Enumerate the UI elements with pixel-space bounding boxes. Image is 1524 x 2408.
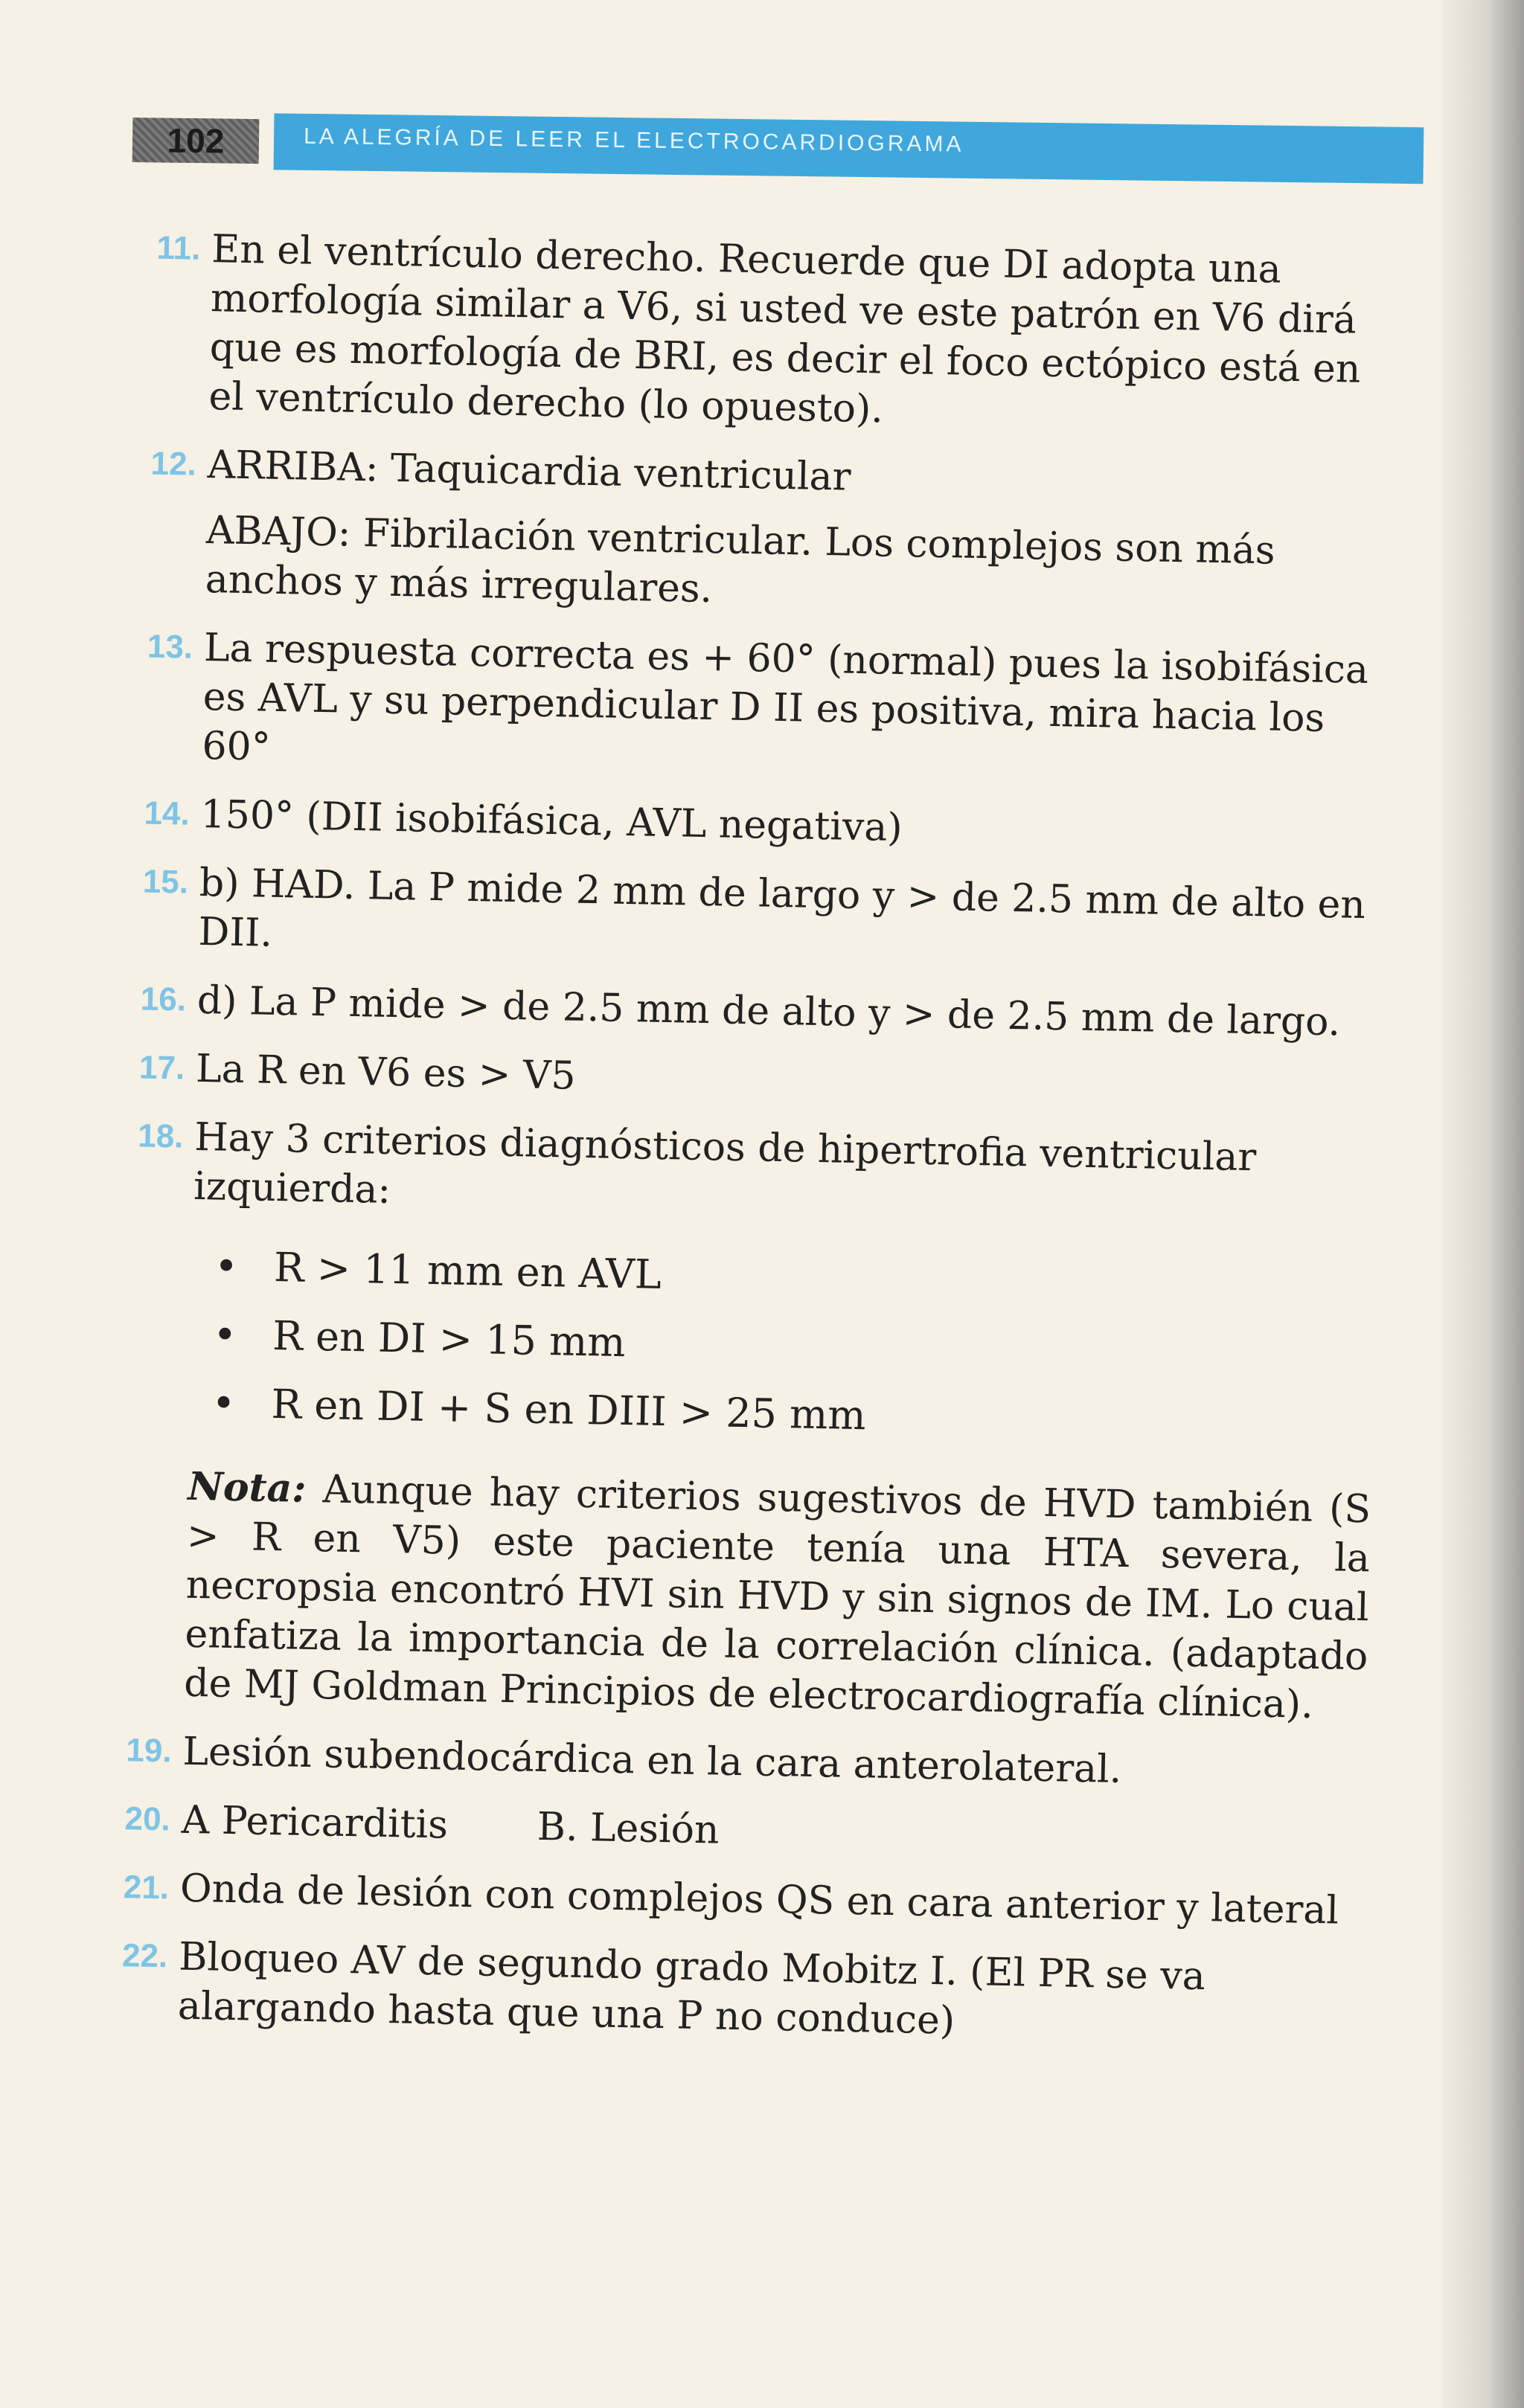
answer-18 <box>102 1111 1378 1730</box>
page-header <box>132 112 1428 187</box>
item-number: 20. <box>124 1800 171 1838</box>
answer-top: ARRIBA: Taquicardia ventricular <box>207 443 852 500</box>
criteria-item: • R en DI > 15 mm <box>212 1311 627 1367</box>
item-number: 13. <box>147 628 193 666</box>
answer-17 <box>114 1043 1380 1117</box>
answer-13 <box>120 622 1387 794</box>
answer-text: Onda de lesión con complejos QS en cara anterior y lateral <box>179 1866 1339 1933</box>
answer-bottom: ABAJO: Fibrilación ventricular. Los complejos son más anchos y más irregulares. <box>205 508 1276 612</box>
answer-text: La respuesta correcta es + 60° (normal) pues la isobifásica es AVL y su perpendicular D II es positiva, mira hacia los 60° <box>201 626 1369 770</box>
answer-12 <box>123 439 1391 627</box>
criteria-item: • R en DI + S en DIII > 25 mm <box>211 1379 867 1439</box>
page-edge-shadow <box>1442 0 1524 2408</box>
answer-part-b: B. Lesión <box>537 1804 720 1853</box>
item-number: 17. <box>138 1049 185 1087</box>
answer-14 <box>118 789 1384 862</box>
note-label: Nota: <box>187 1463 307 1512</box>
item-number: 21. <box>123 1869 170 1907</box>
answer-text: Bloqueo AV de segundo grado Mobitz I. (El PR se va alargando hasta que una P no conduce) <box>177 1934 1206 2043</box>
item-number: 14. <box>144 794 190 832</box>
answer-list <box>95 223 1395 2073</box>
answer-19 <box>100 1726 1366 1799</box>
answer-16 <box>115 975 1380 1048</box>
item-number: 19. <box>125 1732 173 1770</box>
header-band <box>274 113 1424 184</box>
note <box>184 1463 1371 1730</box>
item-number: 15. <box>142 863 189 901</box>
item-number: 18. <box>137 1117 184 1155</box>
running-title: LA ALEGRÍA DE LEER EL ELECTROCARDIOGRAMA <box>303 123 964 157</box>
page-number: 102 <box>132 118 260 164</box>
item-number: 11. <box>156 229 201 267</box>
answer-text: Hay 3 criterios diagnósticos de hipertrofia ventricular izquierda: <box>193 1114 1257 1213</box>
criteria-list <box>189 1232 1376 1460</box>
answer-21 <box>97 1863 1363 1936</box>
answer-part-a: A Pericarditis <box>181 1797 449 1848</box>
answer-text: Lesión subendocárdica en la cara anterolateral. <box>182 1729 1122 1792</box>
item-number: 16. <box>140 980 187 1018</box>
item-number: 12. <box>150 445 197 483</box>
item-number: 22. <box>121 1937 168 1975</box>
answer-text: d) La P mide > de 2.5 mm de alto y > de 2.5 mm de largo. <box>196 977 1341 1045</box>
answer-11 <box>127 223 1395 444</box>
answer-22 <box>95 1931 1362 2054</box>
note-text: Aunque hay criterios sugestivos de HVD también (S > R en V5) este paciente tenía una HTA severa, la necropsia encontró HVI sin HVD y sin signos de IM. Lo cual enfatiza la importancia de la correlación clínica. (adaptado de MJ Goldman Principios de electrocardiografía clínica). <box>183 1467 1371 1727</box>
criteria-item: • R > 11 mm en AVL <box>214 1242 662 1298</box>
answer-text: En el ventrículo derecho. Recuerde que DI adopta una morfología similar a V6, si usted ve este patrón en V6 dirá que es morfología de BRI, es decir el foco ectópico está en el ventrículo derecho (lo opuesto). <box>208 227 1361 432</box>
answer-20 <box>99 1794 1365 1868</box>
answer-text: La R en V6 es > V5 <box>195 1046 577 1099</box>
answer-text: b) HAD. La P mide 2 mm de largo y > de 2.5 mm de alto en DII. <box>198 860 1366 956</box>
answer-15 <box>116 857 1383 980</box>
answer-text: 150° (DII isobifásica, AVL negativa) <box>200 792 903 851</box>
